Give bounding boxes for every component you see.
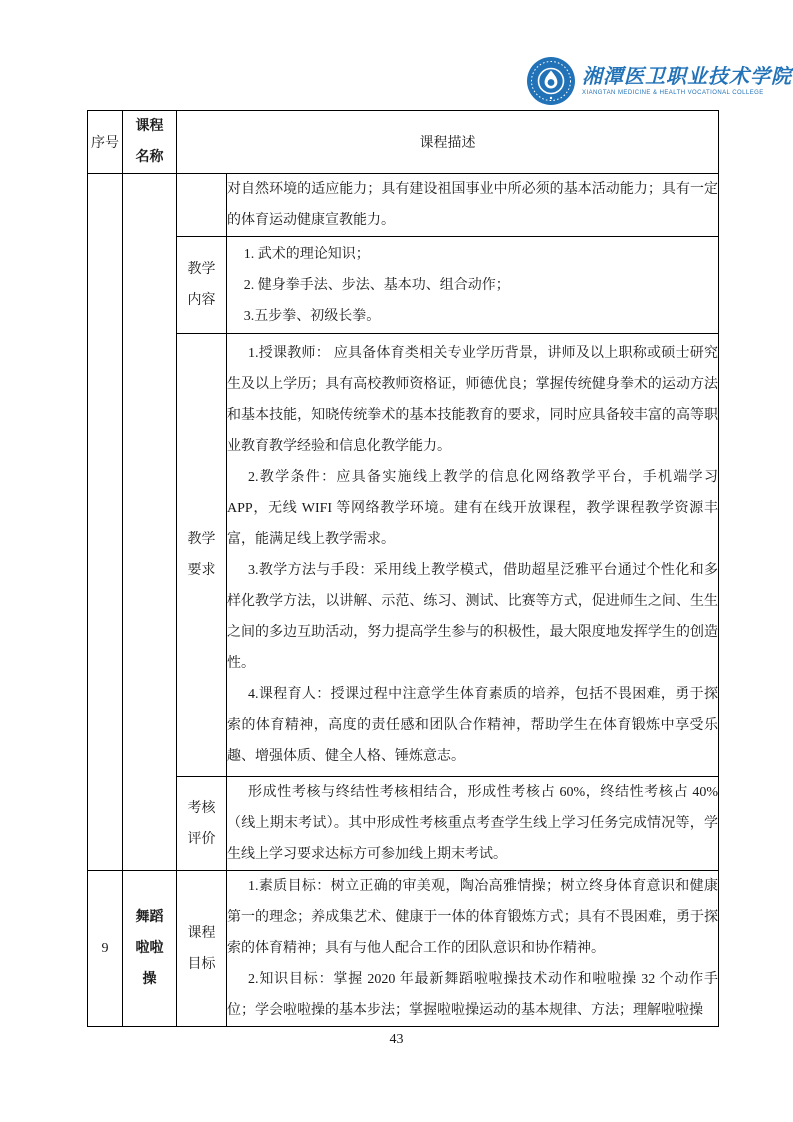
- course-name: 舞蹈啦啦操: [135, 910, 164, 987]
- empty-seq-cell: [88, 174, 123, 871]
- paragraph: 对自然环境的适应能力；具有建设祖国事业中所必须的基本活动能力；具有一定的体育运动健康宣教能力。: [227, 182, 718, 228]
- table-row-teaching-requirements: [88, 334, 719, 777]
- table-row-assessment: [88, 777, 719, 871]
- college-logo: [526, 56, 792, 106]
- college-name-english: XIANGTAN MEDICINE & HEALTH VOCATIONAL COLLEGE: [582, 89, 764, 96]
- paragraph: 3.教学方法与手段：采用线上教学模式，借助超星泛雅平台通过个性化和多样化教学方法，以讲解、示范、练习、测试、比赛等方式，促进师生之间、生生之间的多边互助活动，努力提高学生参与的积极性，最大限度地发挥学生的创造性。: [227, 563, 718, 671]
- desc-cell-intro: [227, 174, 719, 237]
- header-seq-label: 序号: [91, 136, 119, 151]
- college-name-chinese: 湘潭医卫职业技术学院: [582, 65, 792, 88]
- table-header-row: [88, 111, 719, 174]
- paragraph: 2.知识目标：掌握 2020 年最新舞蹈啦啦操技术动作和啦啦操 32 个动作手位；学会啦啦操的基本步法；掌握啦啦操运动的基本规律、方法；理解啦啦操: [227, 972, 718, 1018]
- desc-cell-teaching-requirements: [227, 334, 719, 777]
- college-logo-text: [582, 65, 792, 98]
- desc-cell-assessment: [227, 777, 719, 871]
- label-cell-teaching-content: [177, 237, 227, 334]
- paragraph: 形成性考核与终结性考核相结合，形成性考核占 60%，终结性考核占 40%（线上期末考试）。其中形成性考核重点考查学生线上学习任务完成情况等，学生线上学习要求达标方可参加线上期末考试。: [227, 785, 718, 862]
- college-logo-emblem: [526, 56, 576, 106]
- seq-cell-9: [88, 871, 123, 1027]
- header-cell-course-desc: [177, 111, 719, 174]
- assessment-label: 考核评价: [187, 800, 216, 847]
- paragraph: 4.课程育人：授课过程中注意学生体育素质的培养，包括不畏困难，勇于探索的体育精神，高度的责任感和团队合作精神，帮助学生在体育锻炼中享受乐趣、增强体质、健全人格、锤炼意志。: [227, 687, 718, 764]
- header-cell-course-name: [123, 111, 177, 174]
- table-row-continuation-intro: [88, 174, 719, 237]
- table-row-course-9: [88, 871, 719, 1027]
- paragraph: 1.素质目标：树立正确的审美观，陶冶高雅情操；树立终身体育意识和健康第一的理念；养成集艺术、健康于一体的体育锻炼方式；具有不畏困难，勇于探索的体育精神；具有与他人配合工作的团队意识和协作精神。: [227, 879, 718, 956]
- teaching-requirements-label: 教学要求: [187, 532, 216, 578]
- course-name-cell-9: [123, 871, 177, 1027]
- course-description-table: [87, 110, 719, 1027]
- header-cell-seq: [88, 111, 123, 174]
- desc-cell-teaching-content: [227, 237, 719, 334]
- paragraph: 2.教学条件：应具备实施线上教学的信息化网络教学平台，手机端学习 APP，无线 WIFI 等网络教学环境。建有在线开放课程，教学课程教学资源丰富，能满足线上教学需求。: [227, 470, 718, 547]
- list-item: 2. 健身拳手法、步法、基本功、组合动作；: [243, 277, 510, 293]
- course-seq-number: 9: [101, 940, 109, 956]
- empty-label-cell: [177, 174, 227, 237]
- list-item: 3.五步拳、初级长拳。: [243, 308, 381, 324]
- label-cell-course-objectives: [177, 871, 227, 1027]
- course-objectives-label: 课程目标: [187, 925, 216, 972]
- label-cell-assessment: [177, 777, 227, 871]
- header-course-desc-label: 课程描述: [419, 136, 476, 151]
- header-course-name-label: 课程名称: [135, 119, 164, 165]
- list-item: 1. 武术的理论知识；: [243, 246, 370, 262]
- empty-course-name-cell: [123, 174, 177, 871]
- paragraph: 1.授课教师： 应具备体育类相关专业学历背景，讲师及以上职称或硕士研究生及以上学历；具有高校教师资格证，师德优良；掌握传统健身拳术的运动方法和基本技能，知晓传统拳术的基本技能教育的要求，同时应具备较丰富的高等职业教育教学经验和信息化教学能力。: [227, 346, 718, 454]
- desc-cell-course-objectives: [227, 871, 719, 1027]
- label-cell-teaching-requirements: [177, 334, 227, 777]
- table-row-teaching-content: [88, 237, 719, 334]
- teaching-content-label: 教学内容: [187, 262, 216, 308]
- page-number: 43: [389, 1032, 404, 1047]
